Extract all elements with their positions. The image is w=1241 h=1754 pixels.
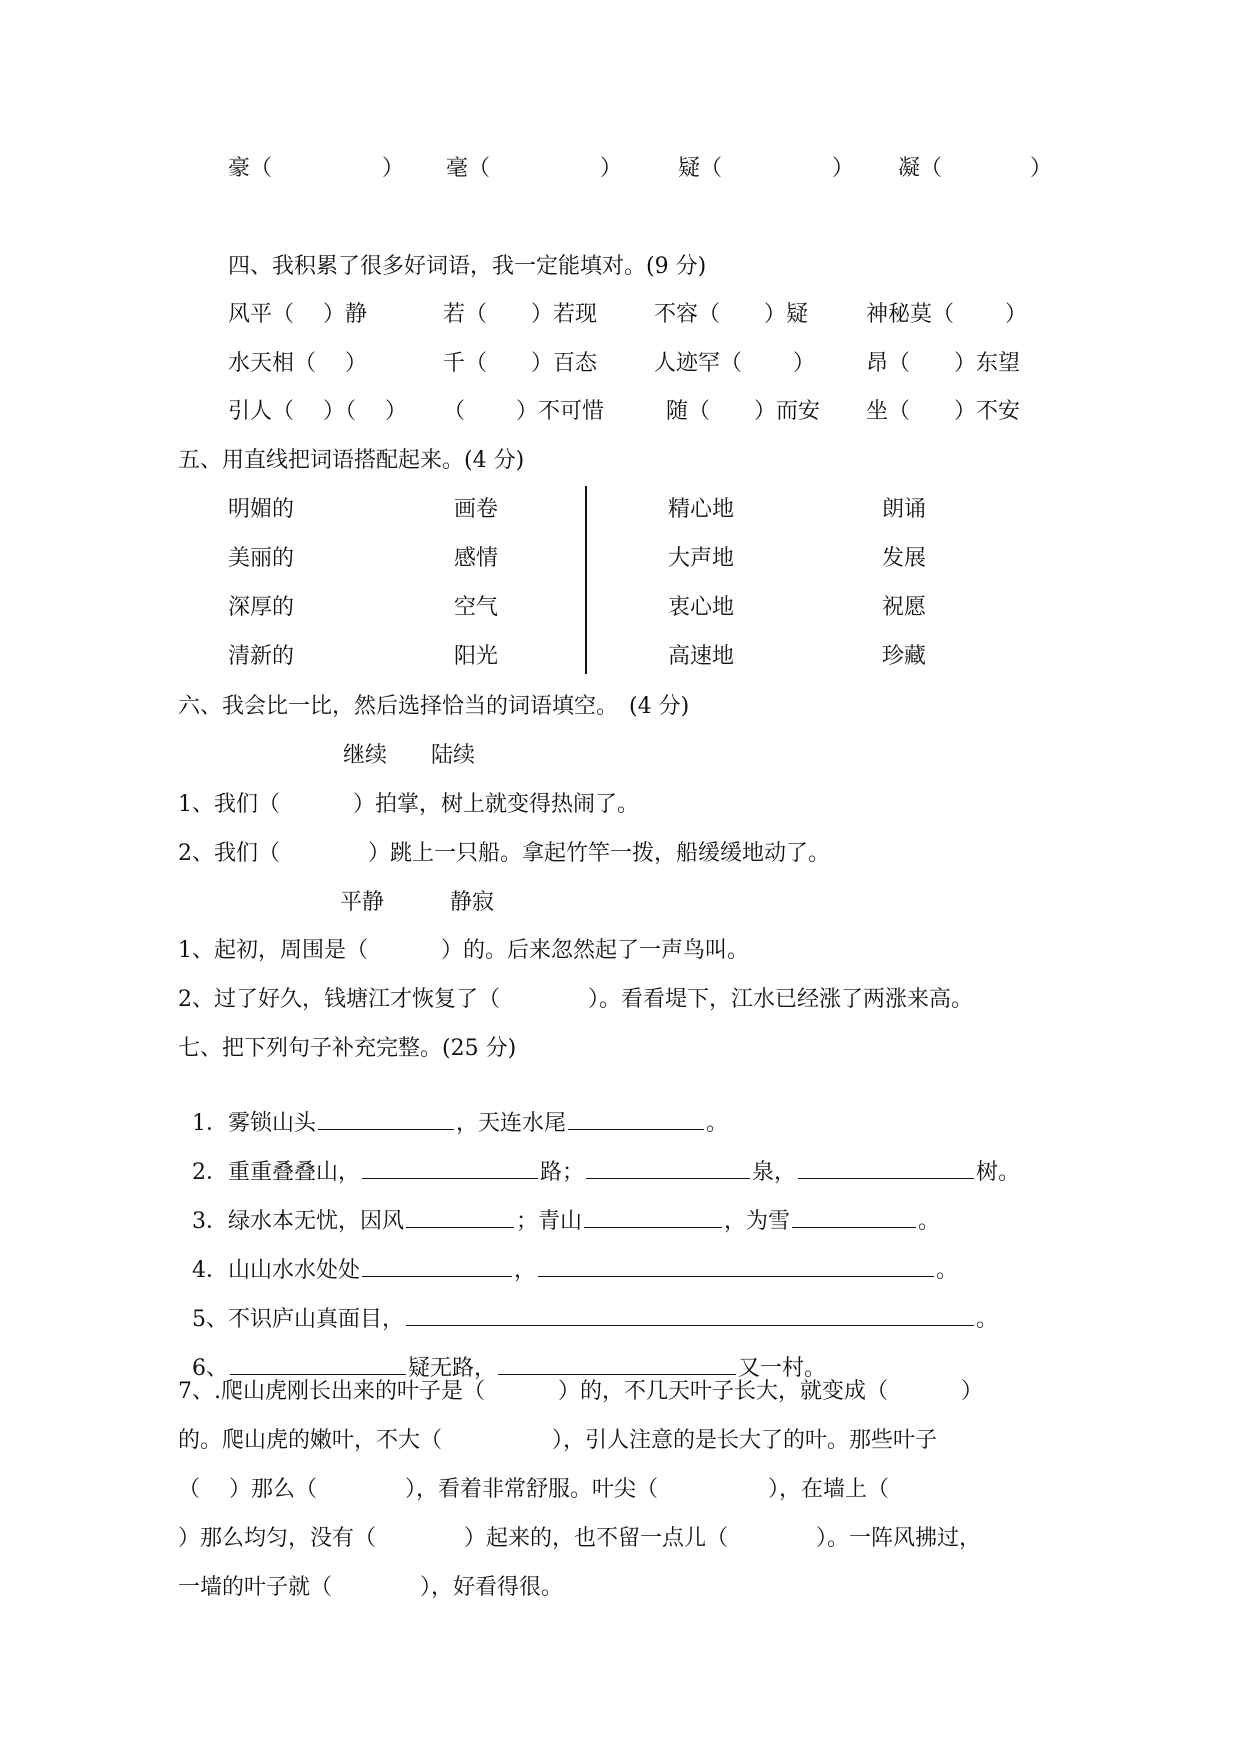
passage-line-5: 一墙的叶子就（ ），好看得很。: [178, 1575, 564, 1600]
sentence-1: [178, 1087, 728, 1135]
answer-blank[interactable]: [584, 1207, 722, 1228]
fill-item-1-2: 2、我们（ ）跳上一只船。拿起竹竿一拨，船缓缓地动了。: [178, 841, 830, 866]
match-c1-1: 明媚的: [228, 497, 295, 522]
word-choices-1: 继续 陆续: [343, 743, 476, 768]
passage-line-3: （ ）那么（ ），看着非常舒服。叶尖（ ），在墙上（: [178, 1477, 889, 1502]
idiom-r1-c3: 不容（ ）疑: [654, 302, 809, 327]
passage-line-4: ）那么均匀，没有（ ）起来的，也不留一点儿（ ）。一阵风拂过，: [178, 1526, 982, 1551]
sentence-4-c: 。: [936, 1258, 959, 1283]
match-c4-2: 发展: [882, 546, 927, 571]
answer-blank[interactable]: [318, 1109, 454, 1130]
sentence-3-a: 3．绿水本无忧，因风: [192, 1209, 404, 1234]
sentence-1-c: 。: [706, 1111, 729, 1136]
sentence-5-a: 5、不识庐山真面目，: [192, 1307, 404, 1332]
idiom-r1-c2: 若（ ）若现: [443, 302, 598, 327]
answer-blank[interactable]: [792, 1207, 916, 1228]
char-item-ning: 凝（ ）: [898, 156, 1053, 181]
idiom-r3-c2: （ ）不可惜: [443, 399, 604, 424]
match-c4-3: 祝愿: [882, 595, 927, 620]
answer-blank[interactable]: [568, 1109, 704, 1130]
match-c2-4: 阳光: [454, 644, 499, 669]
match-c4-4: 珍藏: [882, 644, 927, 669]
sentence-2-a: 2．重重叠叠山，: [192, 1160, 360, 1185]
char-item-hao: 豪（ ）: [228, 156, 405, 181]
section7-title: 七、把下列句子补充完整。(25 分): [178, 1036, 517, 1061]
match-c3-2: 大声地: [668, 546, 735, 571]
idiom-r2-c1: 水天相（ ）: [228, 351, 367, 376]
sentence-6-b: 疑无路，: [408, 1356, 497, 1381]
sentence-1-a: 1．雾锁山头: [192, 1111, 316, 1136]
answer-blank[interactable]: [798, 1158, 974, 1179]
match-c3-4: 高速地: [668, 644, 735, 669]
match-c3-1: 精心地: [668, 497, 735, 522]
match-c1-2: 美丽的: [228, 546, 295, 571]
idiom-r3-c1: 引人（ ）（ ）: [228, 399, 407, 424]
sentence-3-d: 。: [918, 1209, 941, 1234]
sentence-2-b: 路；: [540, 1160, 585, 1185]
match-c2-1: 画卷: [454, 497, 499, 522]
fill-item-2-2: 2、过了好久，钱塘江才恢复了（ ）。看看堤下，江水已经涨了两涨来高。: [178, 987, 973, 1012]
sentence-4-a: 4．山山水水处处: [192, 1258, 360, 1283]
idiom-r2-c2: 千（ ）百态: [443, 351, 598, 376]
matching-divider: [585, 486, 587, 674]
sentence-5: [178, 1283, 998, 1331]
match-c1-4: 清新的: [228, 644, 295, 669]
char-item-yi: 疑（ ）: [678, 156, 855, 181]
sentence-6: [178, 1332, 826, 1380]
sentence-6-c: 又一村。: [738, 1356, 827, 1381]
match-c1-3: 深厚的: [228, 595, 295, 620]
match-c3-3: 衷心地: [668, 595, 735, 620]
answer-blank[interactable]: [230, 1354, 406, 1375]
passage-line-2: 的。爬山虎的嫩叶，不大（ ），引人注意的是长大了的叶。那些叶子: [178, 1428, 938, 1453]
answer-blank[interactable]: [498, 1354, 736, 1375]
sentence-4-b: ，: [514, 1258, 537, 1283]
answer-blank[interactable]: [362, 1158, 538, 1179]
match-c4-1: 朗诵: [882, 497, 927, 522]
fill-item-1-1: 1、我们（ ）拍掌，树上就变得热闹了。: [178, 792, 639, 817]
sentence-3: [178, 1185, 940, 1233]
sentence-3-b: ；青山: [516, 1209, 583, 1234]
idiom-r2-c3: 人迹罕（ ）: [654, 351, 815, 376]
match-c2-3: 空气: [454, 595, 499, 620]
section5-title: 五、用直线把词语搭配起来。(4 分): [178, 448, 525, 473]
sentence-6-a: 6、: [192, 1356, 228, 1381]
answer-blank[interactable]: [538, 1256, 934, 1277]
idiom-r1-c1: 风平（ ）静: [228, 302, 367, 327]
sentence-2: [178, 1136, 1020, 1184]
idiom-r3-c4: 坐（ ）不安: [866, 399, 1021, 424]
section4-title: 四、我积累了很多好词语，我一定能填对。(9 分): [228, 254, 707, 279]
char-item-hao2: 毫（ ）: [446, 156, 623, 181]
word-choices-2: 平静 静寂: [340, 890, 495, 915]
sentence-1-b: ，天连水尾: [456, 1111, 567, 1136]
answer-blank[interactable]: [362, 1256, 512, 1277]
answer-blank[interactable]: [586, 1158, 750, 1179]
sentence-3-c: ，为雪: [724, 1209, 791, 1234]
idiom-r1-c4: 神秘莫（ ）: [866, 302, 1027, 327]
match-c2-2: 感情: [454, 546, 499, 571]
section6-title: 六、我会比一比，然后选择恰当的词语填空。 (4 分): [178, 694, 690, 719]
sentence-5-b: 。: [976, 1307, 999, 1332]
idiom-r3-c3: 随（ ）而安: [666, 399, 821, 424]
idiom-r2-c4: 昂（ ）东望: [866, 351, 1021, 376]
answer-blank[interactable]: [406, 1207, 514, 1228]
sentence-2-d: 树。: [976, 1160, 1021, 1185]
passage-line-1: 7、.爬山虎刚长出来的叶子是（ ）的，不几天叶子长大，就变成（ ）: [178, 1379, 983, 1404]
answer-blank[interactable]: [406, 1305, 974, 1326]
sentence-4: [178, 1234, 958, 1282]
fill-item-2-1: 1、起初，周围是（ ）的。后来忽然起了一声鸟叫。: [178, 938, 749, 963]
sentence-2-c: 泉，: [752, 1160, 797, 1185]
